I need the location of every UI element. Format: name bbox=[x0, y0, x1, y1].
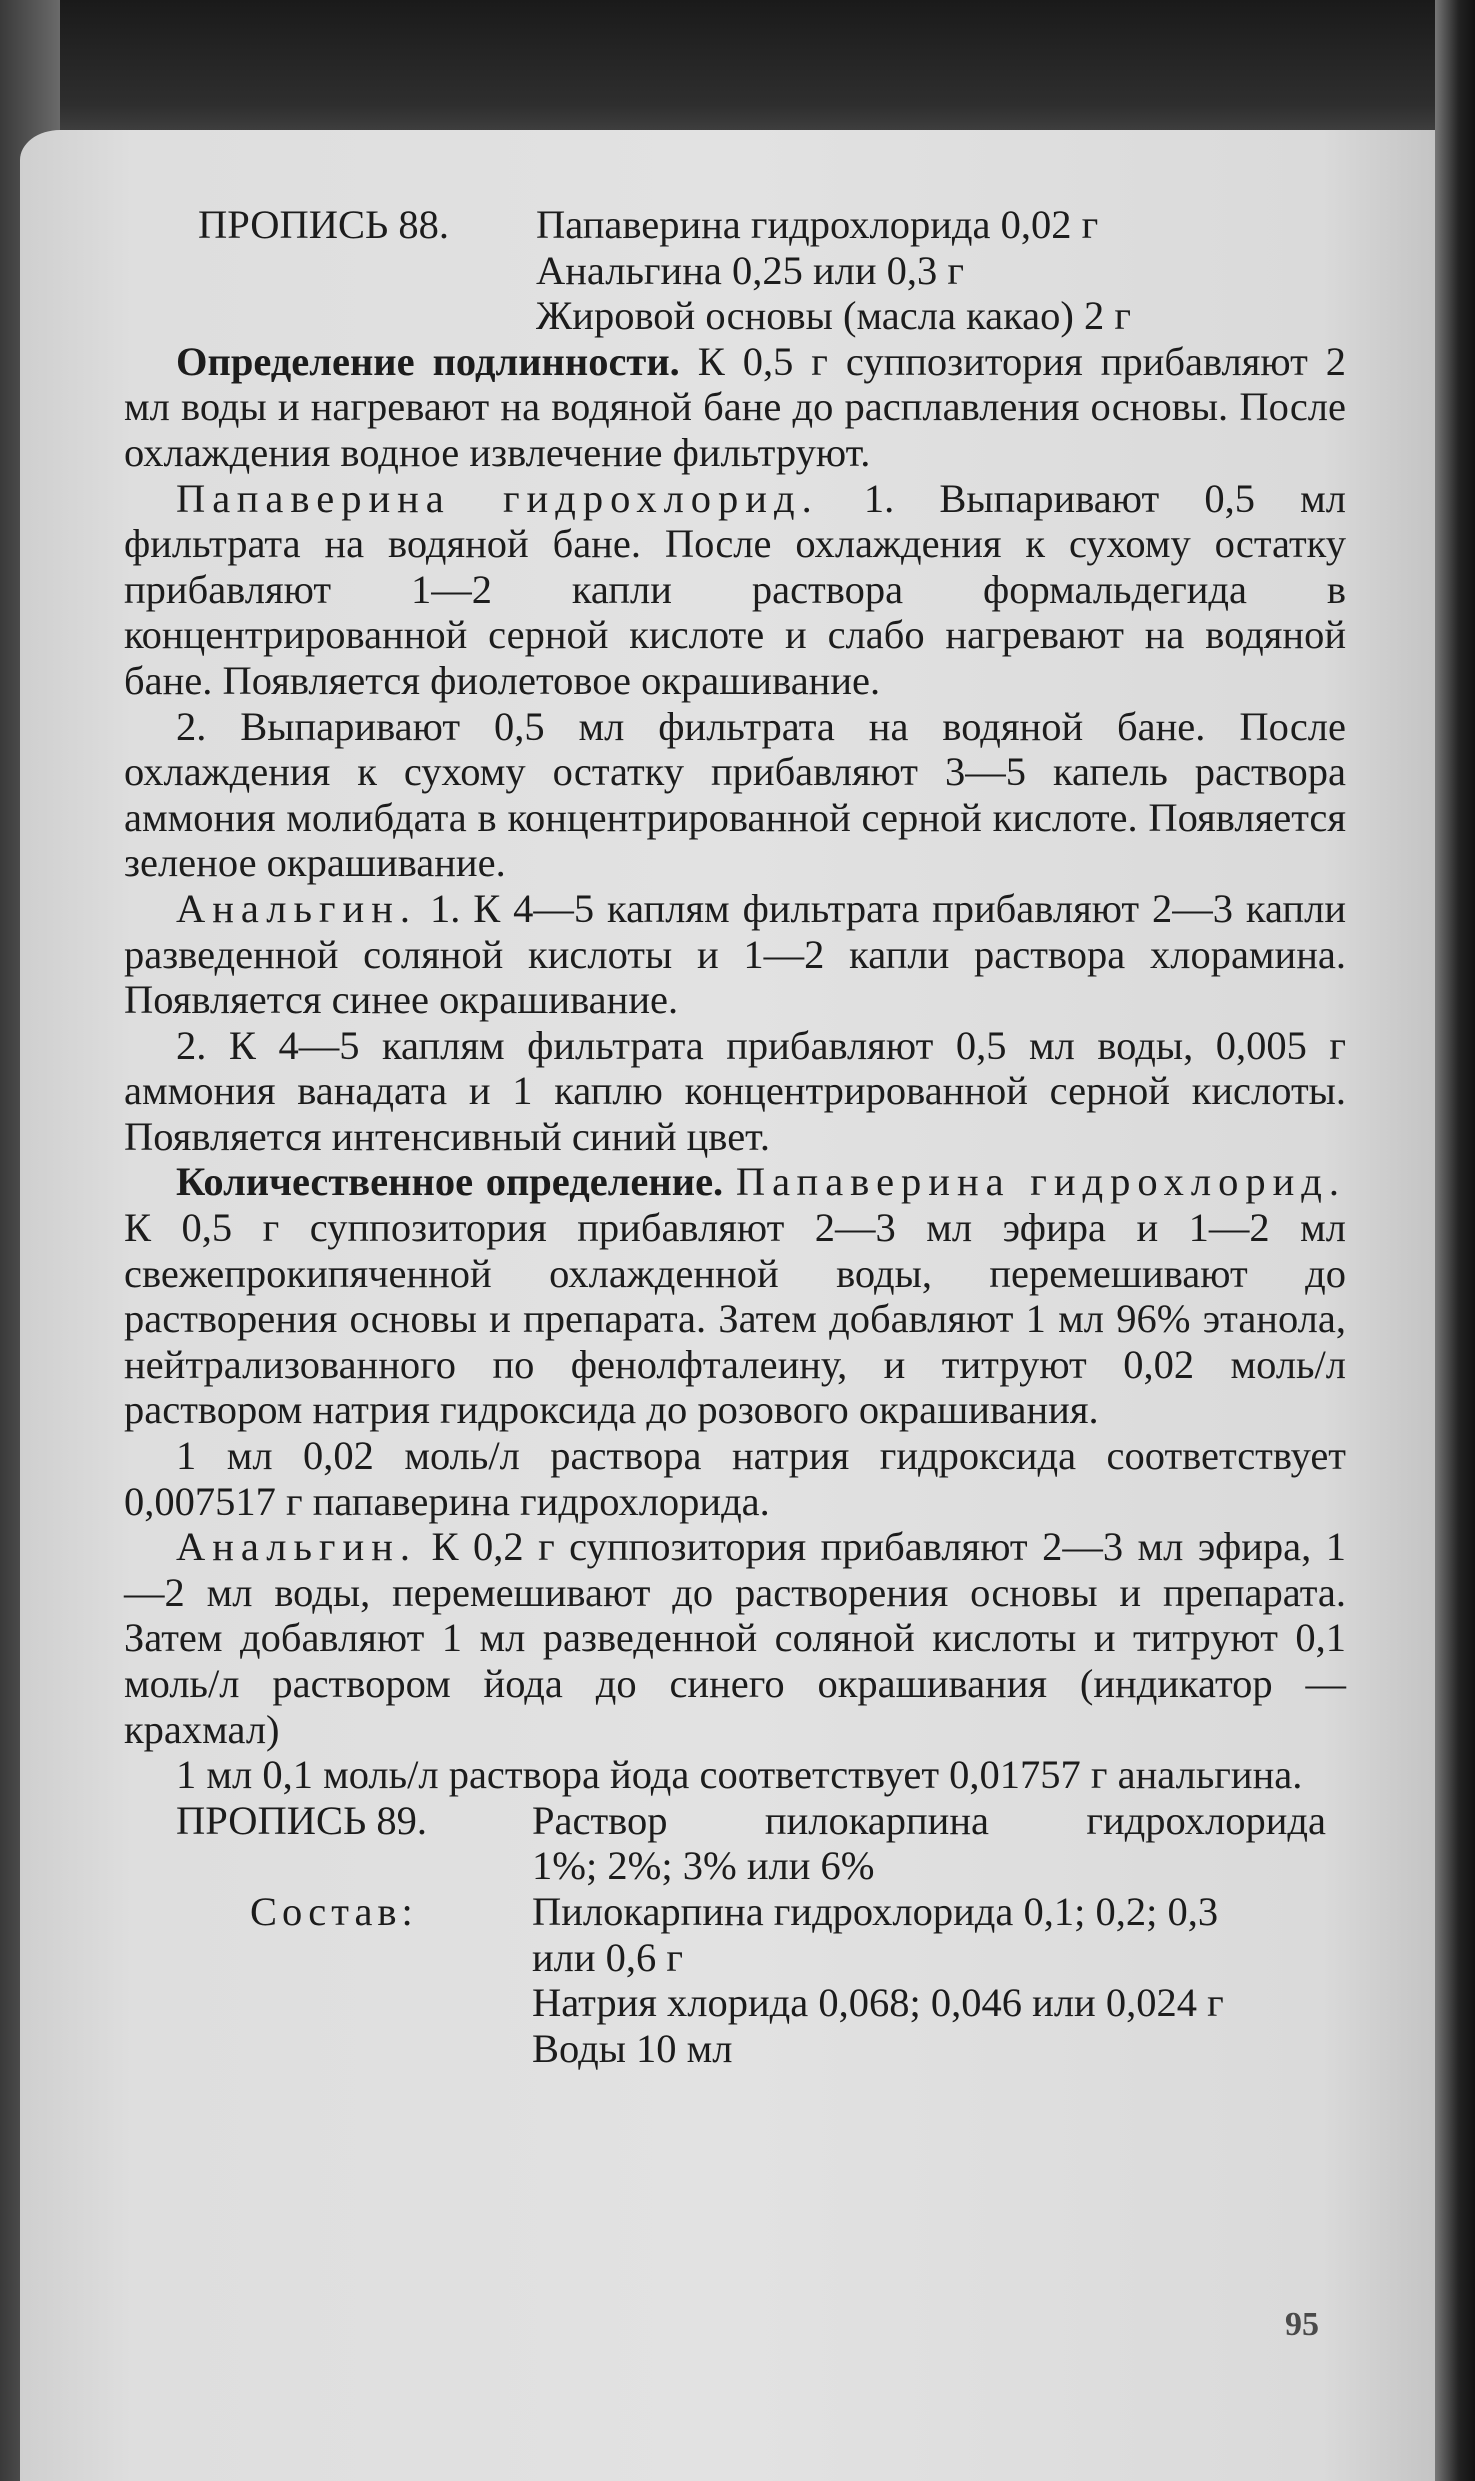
auth-intro-text: К 0,5 г суппозитория прибавляют 2 мл воды и нагревают на водяной бане до расплавления основы. После охлаждения водное извлечение фильтруют. bbox=[124, 338, 1346, 475]
composition-item-2: Натрия хлорида 0,068; 0,046 или 0,024 г bbox=[532, 1980, 1224, 2026]
page-text bbox=[124, 202, 1346, 2071]
papaverine-test-2-paragraph: 2. Выпаривают 0,5 мл фильтрата на водяной бане. После охлаждения к сухому остатку прибавляют 3—5 капель раствора аммония молибдата в концентрированной серной кислоте. Появляется зеленое окрашивание. bbox=[124, 703, 1346, 886]
analgin-test-1-paragraph bbox=[124, 886, 1346, 1023]
recipe-88-item: Анальгина 0,25 или 0,3 г bbox=[536, 247, 965, 293]
recipe-89-title-line-1: Раствор пилокарпина гидрохлорида bbox=[532, 1797, 1326, 1843]
recipe-88-items bbox=[536, 202, 1346, 339]
composition-label: Состав: bbox=[250, 1888, 418, 1934]
recipe-89-title-line-2: 1%; 2%; 3% или 6% bbox=[532, 1843, 875, 1889]
papaverine-test-1-paragraph bbox=[124, 476, 1346, 704]
quant-papaverine-equiv: 1 мл 0,02 моль/л раствора натрия гидроксида соответствует 0,007517 г папаверина гидрохлорида. bbox=[124, 1433, 1346, 1524]
analgin-label: Анальгин. bbox=[176, 885, 418, 931]
recipe-88-item: Жировой основы (масла какао) 2 г bbox=[536, 293, 1132, 339]
quant-papaverine-text: К 0,5 г суппозитория прибавляют 2—3 мл эфира и 1—2 мл свежепрокипяченной охлажденной воды, перемешивают до растворения основы и препарата. Затем добавляют 1 мл 96% этанола, нейтрализованного по фенолфталеину, и титруют 0,02 моль/л раствором натрия гидроксида до розового окрашивания. bbox=[124, 1205, 1346, 1433]
quant-papaverine-paragraph bbox=[124, 1159, 1346, 1433]
recipe-88 bbox=[124, 202, 1346, 339]
quant-analgin-text: К 0,2 г суппозитория прибавляют 2—3 мл эфира, 1—2 мл воды, перемешивают до растворения основы и препарата. Затем добавляют 1 мл разведенной соляной кислоты и титруют 0,1 моль/л раствором йода до синего окрашивания (индикатор — крахмал) bbox=[124, 1524, 1347, 1752]
composition-item-1-line-2: или 0,6 г bbox=[532, 1934, 684, 1980]
papaverine-test-1-text: 1. Выпаривают 0,5 мл фильтрата на водяной бане. После охлаждения к сухому остатку прибавляют 1—2 капли раствора формальдегида в концентрированной серной кислоте и слабо нагревают на водяной бане. Появляется фиолетовое окрашивание. bbox=[124, 475, 1347, 703]
scan-background-top bbox=[0, 0, 1475, 150]
recipe-89 bbox=[124, 1798, 1346, 2072]
page-number: 95 bbox=[1285, 2306, 1319, 2343]
composition-item-1-line-1: Пилокарпина гидрохлорида 0,1; 0,2; 0,3 bbox=[532, 1888, 1219, 1934]
recipe-89-label: ПРОПИСЬ 89. bbox=[176, 1797, 428, 1843]
papaverine-label: Папаверина гидрохлорид. bbox=[176, 475, 819, 521]
auth-intro-paragraph bbox=[124, 339, 1346, 476]
book-page bbox=[20, 130, 1435, 2481]
quant-analgin-label: Анальгин. bbox=[176, 1524, 418, 1570]
scan-background-right bbox=[1435, 0, 1475, 2481]
recipe-88-item: Папаверина гидрохлорида 0,02 г bbox=[536, 202, 1099, 247]
analgin-test-2-paragraph: 2. К 4—5 каплям фильтрата прибавляют 0,5 мл воды, 0,005 г аммония ванадата и 1 каплю концентрированной серной кислоты. Появляется интенсивный синий цвет. bbox=[124, 1022, 1346, 1159]
quant-analgin-equiv: 1 мл 0,1 моль/л раствора йода соответствует 0,01757 г анальгина. bbox=[176, 1752, 1303, 1798]
quant-heading: Количественное определение. bbox=[176, 1159, 724, 1205]
auth-heading: Определение подлинности. bbox=[176, 338, 680, 384]
composition-item-3: Воды 10 мл bbox=[532, 2025, 733, 2071]
quant-papaverine-label: Папаверина гидрохлорид. bbox=[735, 1159, 1347, 1205]
recipe-88-label: ПРОПИСЬ 88. bbox=[198, 202, 450, 247]
analgin-test-1-text: 1. К 4—5 каплям фильтрата прибавляют 2—3 капли разведенной соляной кислоты и 1—2 капли раствора хлорамина. Появляется синее окрашивание. bbox=[124, 885, 1346, 1023]
quant-analgin-paragraph bbox=[124, 1524, 1346, 1752]
